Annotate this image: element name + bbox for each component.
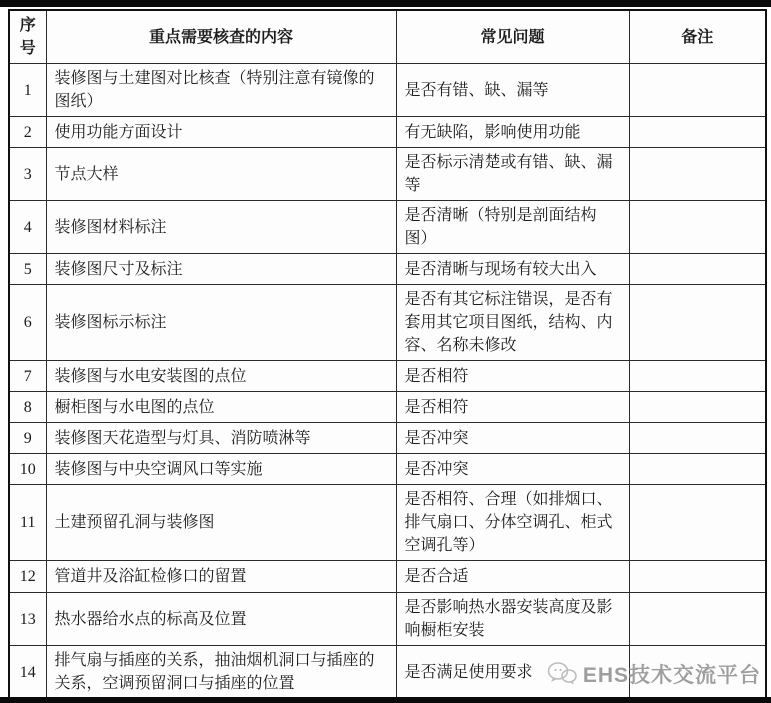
checklist-table [8, 9, 767, 700]
issue-cell: 是否标示清楚或有错、缺、漏等 [396, 148, 629, 201]
content-cell: 管道井及浴缸检修口的留置 [46, 561, 396, 593]
content-cell: 使用功能方面设计 [46, 117, 396, 148]
note-cell [629, 117, 766, 148]
header-col-notes: 备注 [629, 10, 766, 64]
note-cell [629, 392, 766, 423]
row-index: 5 [9, 254, 46, 285]
content-cell: 装修图标示标注 [46, 285, 396, 361]
note-cell [629, 646, 766, 700]
issue-cell: 是否清晰（特别是剖面结构图） [396, 201, 629, 254]
issue-cell: 是否影响热水器安装高度及影响橱柜安装 [396, 593, 629, 646]
note-cell [629, 201, 766, 254]
issue-cell: 是否相符 [396, 392, 629, 423]
note-cell [629, 361, 766, 392]
row-index: 10 [9, 454, 46, 485]
content-cell: 装修图天花造型与灯具、消防喷淋等 [46, 423, 396, 454]
note-cell [629, 285, 766, 361]
note-cell [629, 423, 766, 454]
issue-cell: 是否冲突 [396, 454, 629, 485]
issue-cell: 是否冲突 [396, 423, 629, 454]
note-cell [629, 485, 766, 561]
note-cell [629, 254, 766, 285]
note-cell [629, 593, 766, 646]
table-header-row [9, 10, 766, 64]
watermark-text: EHS技术交流平台 [582, 664, 761, 687]
table-row [9, 361, 766, 392]
issue-cell: 是否合适 [396, 561, 629, 593]
content-cell: 土建预留孔洞与装修图 [46, 485, 396, 561]
content-cell: 节点大样 [46, 148, 396, 201]
row-index: 11 [9, 485, 46, 561]
content-cell: 装修图与土建图对比核查（特别注意有镜像的图纸） [46, 64, 396, 117]
row-index: 4 [9, 201, 46, 254]
issue-cell: 有无缺陷，影响使用功能 [396, 117, 629, 148]
table-row [9, 454, 766, 485]
row-index: 1 [9, 64, 46, 117]
note-cell [629, 454, 766, 485]
table-row [9, 148, 766, 201]
content-cell: 装修图与水电安装图的点位 [46, 361, 396, 392]
table-row [9, 646, 766, 700]
bottom-black-bar [0, 697, 771, 703]
content-cell: 装修图材料标注 [46, 201, 396, 254]
content-cell: 热水器给水点的标高及位置 [46, 593, 396, 646]
issue-cell: 是否相符、合理（如排烟口、排气扇口、分体空调孔、柜式空调孔等） [396, 485, 629, 561]
issue-cell: 是否有错、缺、漏等 [396, 64, 629, 117]
table-row [9, 64, 766, 117]
row-index: 3 [9, 148, 46, 201]
note-cell [629, 148, 766, 201]
table-row [9, 485, 766, 561]
issue-cell: 是否清晰与现场有较大出入 [396, 254, 629, 285]
table-row [9, 201, 766, 254]
note-cell [629, 561, 766, 593]
row-index: 6 [9, 285, 46, 361]
content-cell: 排气扇与插座的关系，抽油烟机洞口与插座的关系，空调预留洞口与插座的位置 [46, 646, 396, 700]
table-row [9, 561, 766, 593]
header-col-issues: 常见问题 [396, 10, 629, 64]
issue-cell: 是否相符 [396, 361, 629, 392]
table-row [9, 285, 766, 361]
content-cell: 橱柜图与水电图的点位 [46, 392, 396, 423]
content-cell: 装修图尺寸及标注 [46, 254, 396, 285]
table-row [9, 593, 766, 646]
top-black-bar [0, 0, 771, 7]
row-index: 9 [9, 423, 46, 454]
row-index: 8 [9, 392, 46, 423]
note-cell [629, 64, 766, 117]
table-row [9, 254, 766, 285]
row-index: 7 [9, 361, 46, 392]
issue-cell: 是否满足使用要求 [396, 646, 629, 700]
content-cell: 装修图与中央空调风口等实施 [46, 454, 396, 485]
row-index: 2 [9, 117, 46, 148]
table-row [9, 423, 766, 454]
table-row [9, 117, 766, 148]
header-col-content: 重点需要核查的内容 [46, 10, 396, 64]
row-index: 12 [9, 561, 46, 593]
issue-cell: 是否有其它标注错误，是否有套用其它项目图纸，结构、内容、名称未修改 [396, 285, 629, 361]
row-index: 13 [9, 593, 46, 646]
header-col-index: 序号 [9, 10, 46, 64]
table-row [9, 392, 766, 423]
row-index: 14 [9, 646, 46, 700]
